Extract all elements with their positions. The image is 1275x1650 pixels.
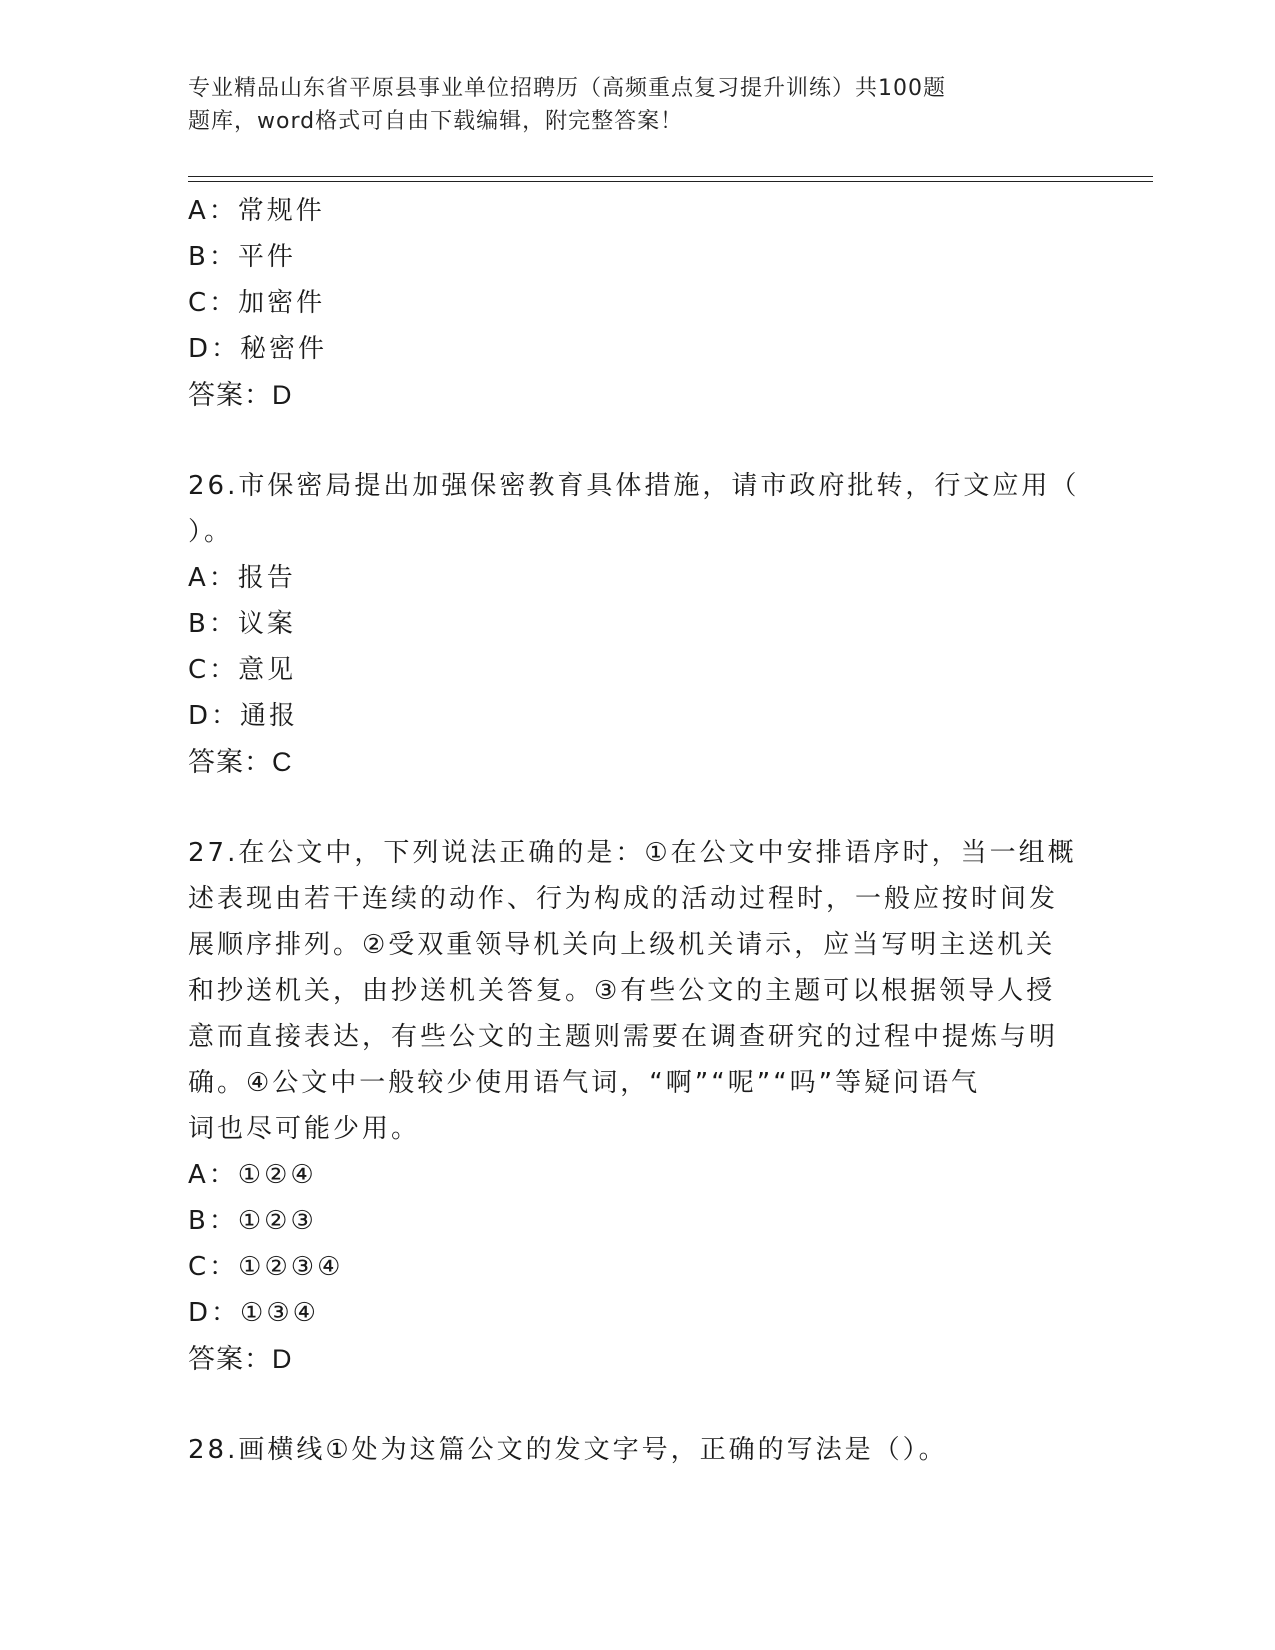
option-b: B：平件 xyxy=(188,242,296,272)
option-c: C：①②③④ xyxy=(188,1252,344,1282)
question-25 xyxy=(188,188,1078,418)
header-title-line-1: 专业精品山东省平原县事业单位招聘历（高频重点复习提升训练）共100题 xyxy=(188,76,946,101)
question-28 xyxy=(188,1427,1078,1473)
header-title-line-2: 题库，word格式可自由下载编辑，附完整答案！ xyxy=(188,109,684,134)
option-a: A：①②④ xyxy=(188,1160,317,1190)
question-stem-line: 展顺序排列。②受双重领导机关向上级机关请示，应当写明主送机关 xyxy=(188,930,1056,960)
spacer xyxy=(188,418,1078,463)
answer: 答案：D xyxy=(188,1344,293,1374)
answer: 答案：C xyxy=(188,747,293,777)
question-26 xyxy=(188,463,1078,785)
header-divider-top xyxy=(188,176,1153,177)
option-d: D：通报 xyxy=(188,701,299,731)
question-stem-line: 和抄送机关，由抄送机关答复。③有些公文的主题可以根据领导人授 xyxy=(188,976,1056,1006)
question-stem-line: 26.市保密局提出加强保密教育具体措施，请市政府批转，行文应用（ xyxy=(188,471,1080,501)
question-stem-line: 27.在公文中，下列说法正确的是：①在公文中安排语序时，当一组概 xyxy=(188,838,1077,868)
option-c: C：加密件 xyxy=(188,288,326,318)
option-b: B：①②③ xyxy=(188,1206,317,1236)
option-b: B：议案 xyxy=(188,609,296,639)
answer: 答案：D xyxy=(188,380,293,410)
option-c: C：意见 xyxy=(188,655,297,685)
spacer xyxy=(188,1382,1078,1427)
question-stem-line: ）。 xyxy=(188,517,234,547)
question-stem-line: 28.画横线①处为这篇公文的发文字号，正确的写法是（）。 xyxy=(188,1435,948,1465)
option-a: A：报告 xyxy=(188,563,296,593)
question-content xyxy=(188,188,1078,1473)
question-stem-line: 意而直接表达，有些公文的主题则需要在调查研究的过程中提炼与明 xyxy=(188,1022,1059,1052)
question-stem-line: 确。④公文中一般较少使用语气词，“啊”“呢”“吗”等疑问语气 xyxy=(188,1068,981,1098)
header-divider-bottom xyxy=(188,181,1153,182)
question-27 xyxy=(188,830,1078,1382)
option-d: D：①③④ xyxy=(188,1298,319,1328)
option-a: A：常规件 xyxy=(188,196,325,226)
spacer xyxy=(188,785,1078,830)
document-header xyxy=(188,72,1028,138)
question-stem-line: 述表现由若干连续的动作、行为构成的活动过程时，一般应按时间发 xyxy=(188,884,1059,914)
option-d: D：秘密件 xyxy=(188,334,328,364)
question-stem-line: 词也尽可能少用。 xyxy=(188,1114,421,1144)
